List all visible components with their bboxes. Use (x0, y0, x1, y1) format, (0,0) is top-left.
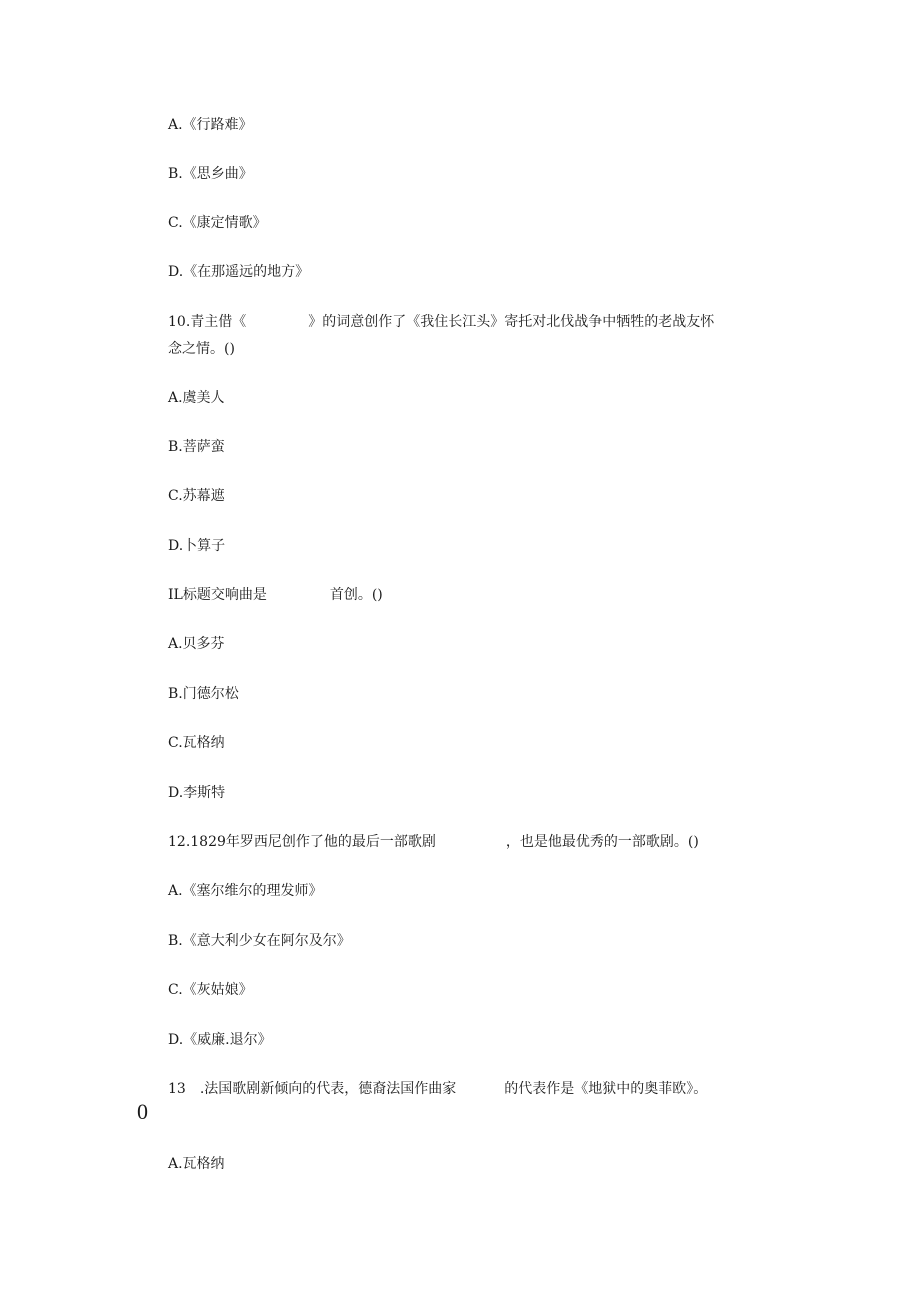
q10-option-c: C.苏幕遮 (168, 488, 225, 504)
q11-option-c: C.瓦格纳 (168, 735, 225, 751)
q12-option-c: C.《灰姑娘》 (168, 982, 253, 998)
q10-stem (168, 313, 714, 331)
q10-option-b: B.菩萨蛮 (168, 439, 225, 455)
q10-stem-part1: 10.青主借《 (168, 314, 247, 330)
q12-stem-part1: 12.1829年罗西尼创作了他的最后一部歌剧 (168, 834, 436, 850)
q9-option-d: D.《在那遥远的地方》 (168, 264, 310, 280)
q9-option-c: C.《康定情歌》 (168, 215, 267, 231)
q10-option-d: D.卜算子 (168, 538, 226, 554)
q11-option-b: B.门德尔松 (168, 686, 239, 702)
q13-stem-line2: 0 (137, 1099, 148, 1124)
q11-stem-part2: 首创。() (329, 587, 383, 603)
q9-option-a: A.《行路难》 (168, 117, 253, 133)
q12-stem (168, 833, 699, 851)
q12-option-b: B.《意大利少女在阿尔及尔》 (168, 933, 351, 949)
q11-stem (168, 586, 383, 604)
q12-stem-part2: ，也是他最优秀的一部歌剧。() (505, 834, 699, 850)
q13-stem-part1: 13 .法国歌剧新倾向的代表，德裔法国作曲家 (168, 1081, 457, 1097)
q11-option-d: D.李斯特 (168, 785, 226, 801)
q10-stem-part2: 》的词意创作了《我住长江头》寄托对北伐战争中牺牲的老战友怀 (308, 314, 715, 330)
q12-option-d: D.《威廉.退尔》 (168, 1032, 272, 1048)
q12-option-a: A.《塞尔维尔的理发师》 (168, 883, 323, 899)
q10-option-a: A.虞美人 (168, 390, 225, 406)
q11-stem-part1: IL标题交响曲是 (168, 587, 267, 603)
q9-option-b: B.《思乡曲》 (168, 166, 253, 182)
q11-option-a: A.贝多芬 (168, 636, 225, 652)
q13-stem (168, 1080, 707, 1098)
q13-stem-part2: 的代表作是《地狱中的奥菲欧》。 (504, 1081, 708, 1097)
q13-option-a: A.瓦格纳 (168, 1156, 225, 1172)
q10-stem-line2: 念之情。() (168, 341, 235, 357)
